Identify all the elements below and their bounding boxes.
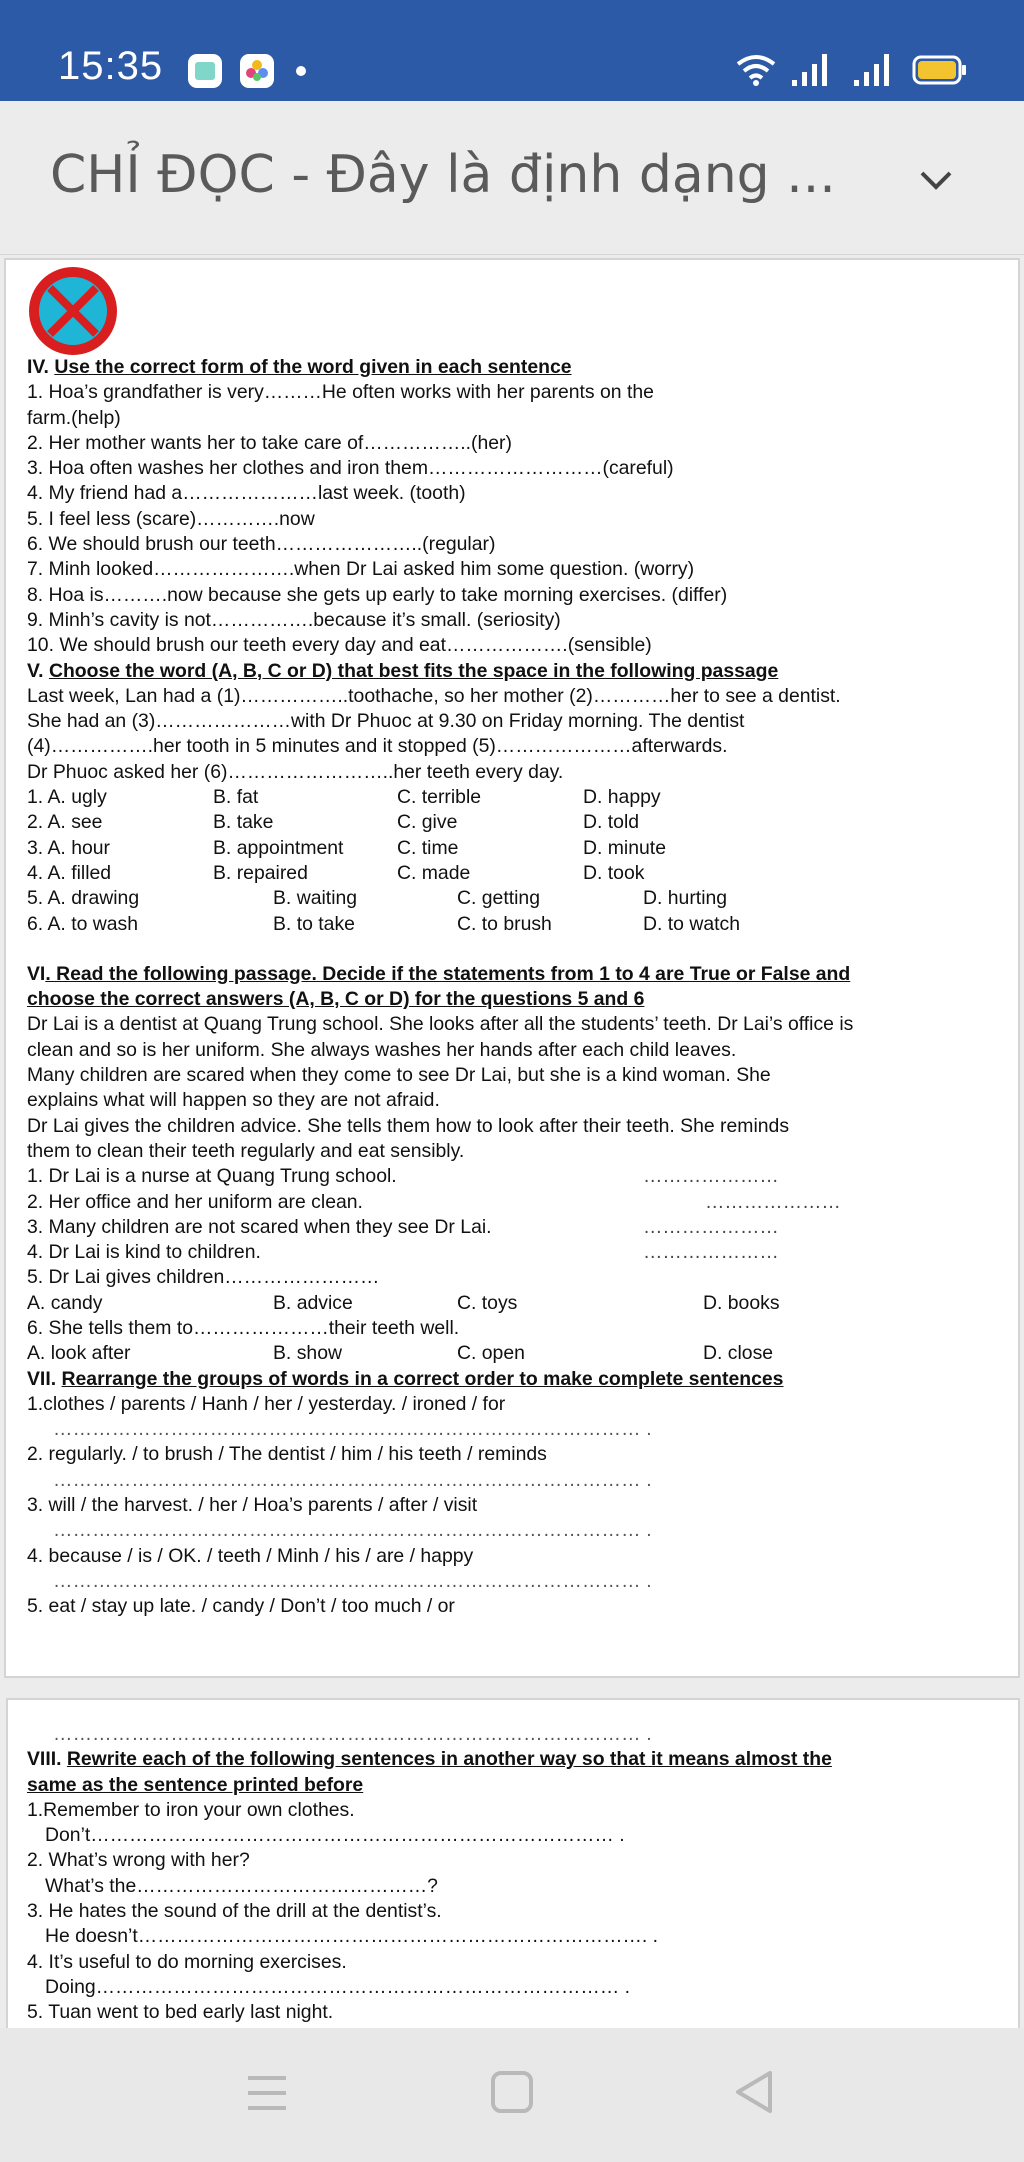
answer-line: ……………………………………………………………………………… . (53, 1569, 652, 1592)
passage-line: them to clean their teeth regularly and eat sensibly. (27, 1139, 465, 1162)
list-item: 6. We should brush our teeth…………………..(regular) (27, 533, 496, 556)
passage-line: (4)…………….her tooth in 5 minutes and it stopped (5)…………………afterwards. (27, 735, 728, 758)
back-icon[interactable] (730, 2068, 778, 2116)
answer-line: He doesn’t……………………………………………………………………. . (45, 1925, 659, 1948)
list-item: farm.(help) (27, 406, 121, 429)
section-heading: VI. Read the following passage. Decide if the statements from 1 to 4 are True or False and (27, 962, 851, 985)
list-item: 2. Her mother wants her to take care of……………..(her) (27, 431, 512, 454)
list-item: 1.clothes / parents / Hanh / her / yesterday. / ironed / for (27, 1392, 506, 1415)
dot-icon (294, 64, 308, 78)
list-item: 4. My friend had a…………………last week. (tooth) (27, 482, 466, 505)
answer-line: What’s the………………………………………? (45, 1874, 438, 1897)
list-item: 5. eat / stay up late. / candy / Don’t / too much / or (27, 1595, 455, 1618)
section-heading-cont: same as the sentence printed before (27, 1773, 364, 1796)
passage-line: clean and so is her uniform. She always washes her hands after each child leaves. (27, 1038, 737, 1061)
status-bar (0, 0, 1024, 101)
navigation-bar (0, 2028, 1024, 2162)
home-icon[interactable] (488, 2068, 536, 2116)
list-item: 8. Hoa is……….now because she gets up early to take morning exercises. (differ) (27, 583, 728, 606)
status-time: 15:35 (58, 44, 164, 88)
statement: 3. Many children are not scared when they see Dr Lai. ………………… (27, 1215, 779, 1238)
signal-icon (790, 52, 834, 88)
list-item: 2. regularly. / to brush / The dentist / him / his teeth / reminds (27, 1443, 547, 1466)
section-heading-cont: choose the correct answers (A, B, C or D) for the questions 5 and 6 (27, 988, 645, 1011)
question: 6. She tells them to…………………their teeth well. (27, 1316, 460, 1339)
passage-line: Many children are scared when they come to see Dr Lai, but she is a kind woman. She (27, 1064, 771, 1087)
chevron-down-icon[interactable] (914, 158, 958, 202)
passage-line: She had an (3)…………………with Dr Phuoc at 9.30 on Friday morning. The dentist (27, 710, 745, 733)
list-item: 5. Tuan went to bed early last night. (27, 2001, 334, 2024)
section-heading: VII. Rearrange the groups of words in a correct order to make complete sentences (27, 1367, 784, 1390)
list-item: 5. I feel less (scare)………….now (27, 507, 315, 530)
signal-icon (852, 52, 896, 88)
list-item: 1. Hoa’s grandfather is very………He often works with her parents on the (27, 381, 654, 404)
answer-line: ……………………………………………………………………………… . (53, 1418, 652, 1441)
answer-line: ……………………………………………………………………………… . (53, 1723, 652, 1745)
photos-icon (238, 52, 276, 90)
passage-line: Dr Phuoc asked her (6)……………………..her teeth every day. (27, 760, 564, 783)
menu-icon[interactable] (244, 2070, 290, 2116)
no-entry-logo-icon (24, 262, 122, 360)
wifi-icon (734, 52, 778, 88)
answer-line: Doing……………………………………………………………………… . (45, 1975, 630, 1998)
statement: 4. Dr Lai is kind to children. ………………… (27, 1241, 779, 1264)
question: 5. Dr Lai gives children…………………… (27, 1266, 380, 1289)
list-item: 4. It’s useful to do morning exercises. (27, 1950, 347, 1973)
section-heading: IV. Use the correct form of the word given in each sentence (27, 356, 572, 378)
app-header (0, 101, 1024, 255)
document-title: CHỈ ĐỌC - Đây là định dạng ... (50, 145, 836, 205)
option-row: 4. A. filled B. repaired C. made D. took (27, 861, 645, 884)
list-item: 3. will / the harvest. / her / Hoa’s parents / after / visit (27, 1494, 478, 1517)
passage-line: explains what will happen so they are not afraid. (27, 1089, 440, 1112)
passage-line: Last week, Lan had a (1)……………..toothache, so her mother (2)…………her to see a dentist. (27, 684, 841, 707)
list-item: 4. because / is / OK. / teeth / Minh / his / are / happy (27, 1544, 474, 1567)
battery-icon (912, 54, 968, 86)
list-item: 3. He hates the sound of the drill at the dentist’s. (27, 1900, 442, 1923)
statement: 1. Dr Lai is a nurse at Quang Trung school. ………………… (27, 1165, 779, 1188)
option-row: A. candy B. advice C. toys D. books (27, 1291, 780, 1314)
option-row: 1. A. ugly B. fat C. terrible D. happy (27, 786, 661, 809)
worksheet-content-page2 (27, 1722, 832, 2026)
passage-line: Dr Lai gives the children advice. She tells them how to look after their teeth. She reminds (27, 1114, 790, 1137)
answer-line: Don’t……………………………………………………………………… . (45, 1824, 625, 1847)
answer-line: ……………………………………………………………………………… . (53, 1468, 652, 1491)
answer-line: ……………………………………………………………………………… . (53, 1519, 652, 1542)
option-row: 2. A. see B. take C. give D. told (27, 811, 640, 834)
list-item: 10. We should brush our teeth every day and eat……………….(sensible) (27, 634, 652, 657)
statement: 2. Her office and her uniform are clean. ………………… (27, 1190, 841, 1213)
option-row: 6. A. to wash B. to take C. to brush D. to watch (27, 912, 740, 935)
list-item: 1.Remember to iron your own clothes. (27, 1798, 355, 1821)
section-heading: V. Choose the word (A, B, C or D) that best fits the space in the following passage (27, 659, 779, 682)
list-item: 2. What’s wrong with her? (27, 1849, 250, 1872)
gallery-icon (186, 52, 224, 90)
list-item: 3. Hoa often washes her clothes and iron them………………………(careful) (27, 457, 674, 480)
list-item: 7. Minh looked………………….when Dr Lai asked him some question. (worry) (27, 558, 695, 581)
worksheet-content (27, 355, 853, 1620)
option-row: A. look after B. show C. open D. close (27, 1342, 774, 1365)
list-item: 9. Minh’s cavity is not…………….because it’s small. (seriosity) (27, 608, 561, 631)
passage-line: Dr Lai is a dentist at Quang Trung school. She looks after all the students’ teeth. Dr Lai’s office is (27, 1013, 854, 1036)
section-heading: VIII. Rewrite each of the following sentences in another way so that it means almost the (27, 1748, 832, 1771)
option-row: 3. A. hour B. appointment C. time D. minute (27, 836, 666, 859)
option-row: 5. A. drawing B. waiting C. getting D. hurting (27, 887, 728, 910)
